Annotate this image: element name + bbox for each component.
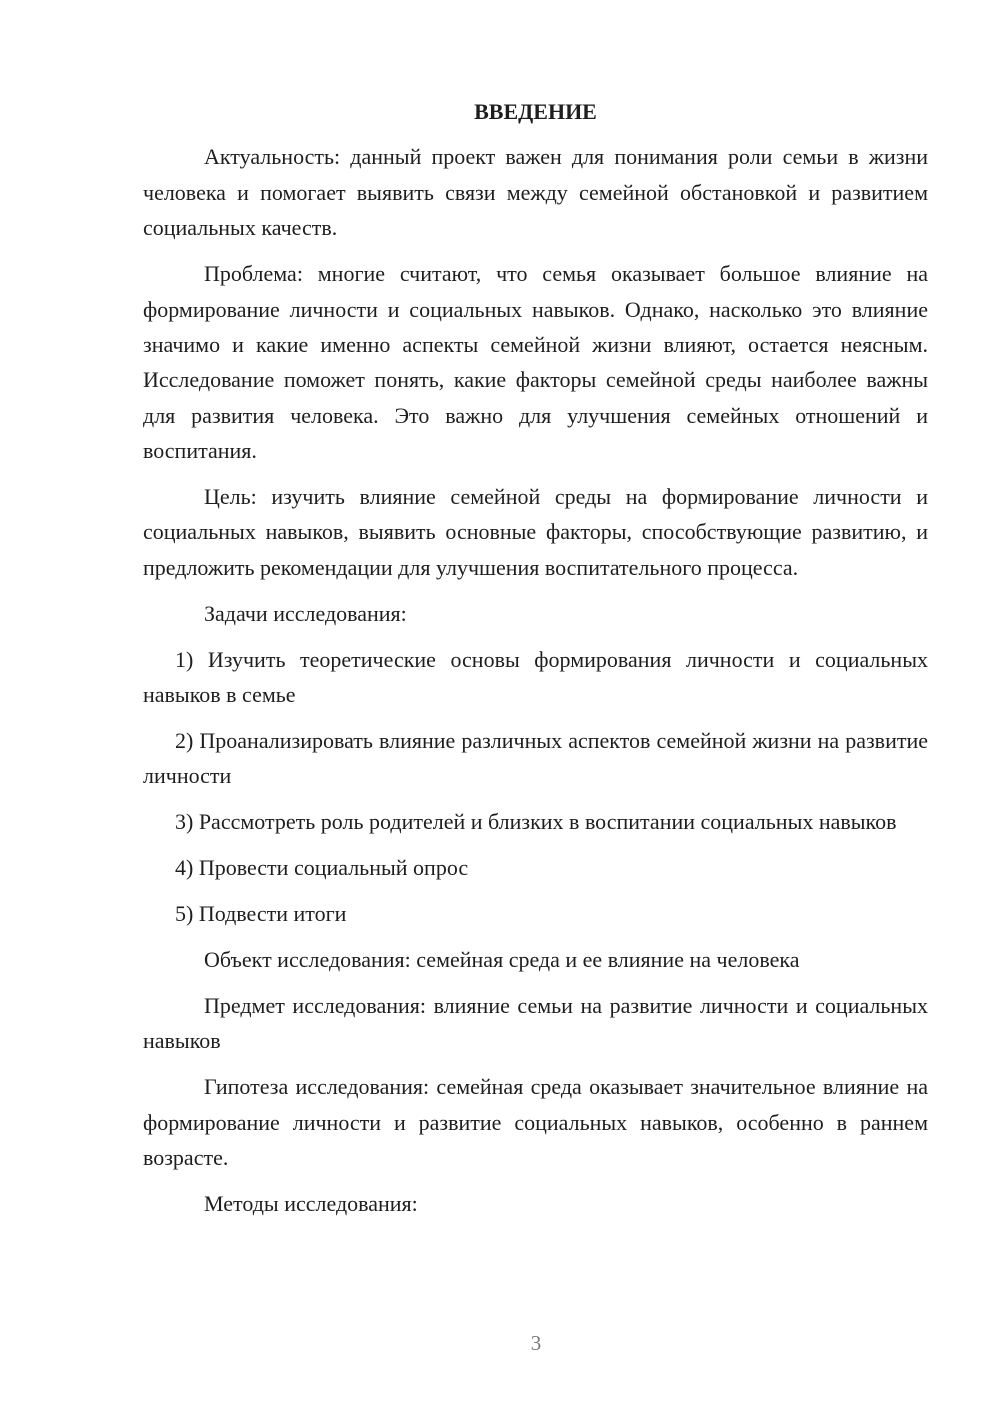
paragraph-problem: Проблема: многие считают, что семья оказывает большое влияние на формирование личности и социальных навыков. Однако, насколько это влияние значимо и какие именно аспекты семейной жизни влияют, остается неясным. Исследование поможет понять, какие факторы семейной среды наиболее важны для развития человека. Это важно для улучшения семейных отношений и воспитания.: [143, 261, 928, 464]
paragraph-tasks-heading: Задачи исследования:: [204, 600, 407, 626]
page-number: 3: [530, 1331, 542, 1355]
paragraph-goal: Цель: изучить влияние семейной среды на формирование личности и социальных навыков, выявить основные факторы, способствующие развитию, и предложить рекомендации для улучшения воспитательного процесса.: [143, 484, 928, 580]
paragraph-subject: Предмет исследования: влияние семьи на развитие личности и социальных навыков: [143, 992, 928, 1054]
task-item-1: 1) Изучить теоретические основы формирования личности и социальных навыков в семье: [143, 646, 928, 708]
task-item-4: 4) Провести социальный опрос: [175, 855, 469, 881]
paragraph-relevance: Актуальность: данный проект важен для понимания роли семьи в жизни человека и помогает выявить связи между семейной обстановкой и развитием социальных качеств.: [143, 144, 928, 241]
paragraph-hypothesis: Гипотеза исследования: семейная среда оказывает значительное влияние на формирование личности и развитие социальных навыков, особенно в раннем возрасте.: [143, 1074, 928, 1171]
task-item-5: 5) Подвести итоги: [175, 901, 347, 927]
task-item-3: 3) Рассмотреть роль родителей и близких в воспитании социальных навыков: [175, 809, 897, 835]
paragraph-object: Объект исследования: семейная среда и ее влияние на человека: [204, 947, 800, 973]
task-item-2: 2) Проанализировать влияние различных аспектов семейной жизни на развитие личности: [143, 728, 928, 789]
section-title: ВВЕДЕНИЕ: [474, 99, 597, 124]
paragraph-methods: Методы исследования:: [204, 1190, 418, 1216]
page-content: [143, 94, 928, 1232]
